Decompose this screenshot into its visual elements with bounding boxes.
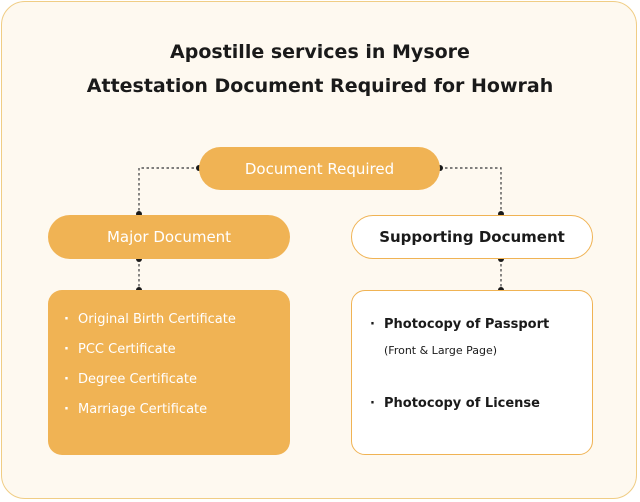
list-item-note: (Front & Large Page) (384, 344, 498, 357)
bullet-icon: · (64, 372, 69, 387)
title-line-2: Attestation Document Required for Howrah (86, 75, 554, 97)
document-required-label: Document Required (244, 159, 395, 178)
bullet-icon: · (370, 317, 375, 332)
list-item-text: Degree Certificate (78, 372, 197, 387)
document-required-node (199, 147, 440, 190)
list-item (64, 312, 236, 327)
supporting-document-list (351, 290, 593, 455)
connector-root-to-supporting (440, 168, 501, 215)
list-item (370, 396, 540, 411)
list-item (64, 402, 207, 417)
list-item-text: Photocopy of Passport (384, 317, 550, 332)
bullet-icon: · (64, 342, 69, 357)
bullet-icon: · (370, 396, 375, 411)
supporting-document-label: Supporting Document (379, 228, 565, 246)
list-item-text: Marriage Certificate (78, 402, 208, 417)
major-document-node (48, 215, 290, 259)
major-document-list (48, 290, 290, 455)
list-item-text: Photocopy of License (384, 396, 540, 411)
list-item-text: PCC Certificate (78, 342, 176, 357)
bullet-icon: · (64, 312, 69, 327)
bullet-icon: · (64, 402, 69, 417)
list-item (370, 317, 549, 332)
title-line-1: Apostille services in Mysore (170, 41, 470, 63)
list-item (64, 342, 176, 357)
list-item-text: Original Birth Certificate (78, 312, 236, 327)
list-item (64, 372, 197, 387)
connector-root-to-major (139, 168, 199, 215)
supporting-document-node (351, 215, 593, 259)
major-document-label: Major Document (106, 228, 232, 246)
